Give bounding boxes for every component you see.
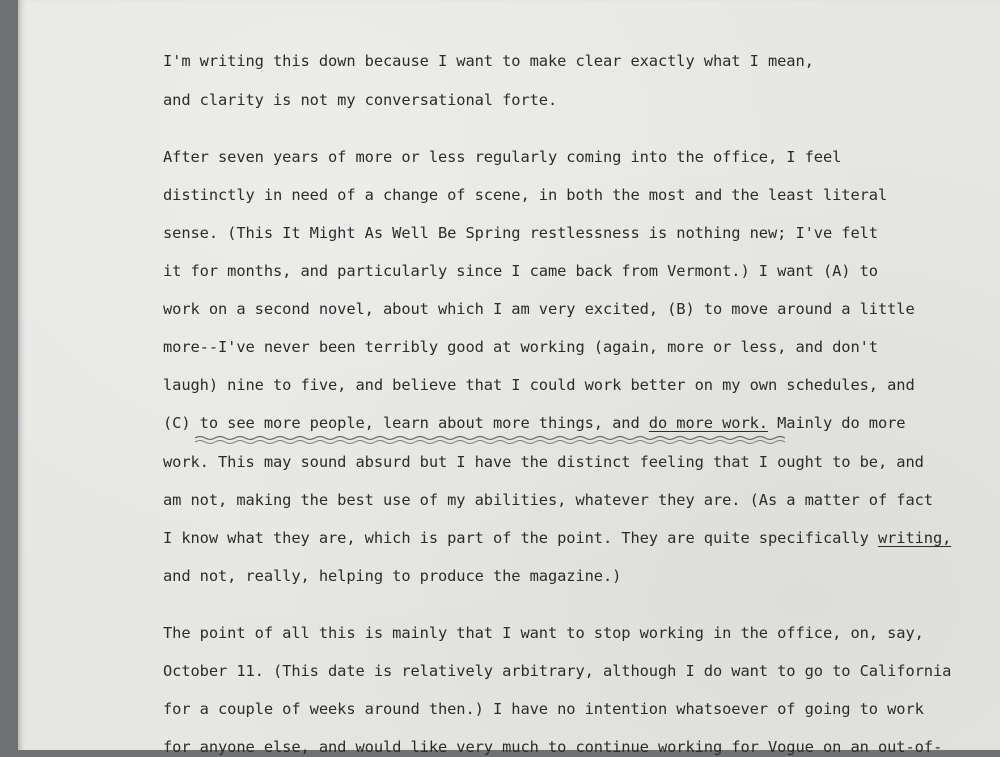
text-line: distinctly in need of a change of scene, in both the most and the least literal [163, 186, 888, 204]
text-line: laugh) nine to five, and believe that I could work better on my own schedules, and [163, 376, 915, 394]
text-line: work on a second novel, about which I am very excited, (B) to move around a little [163, 300, 915, 318]
text-line: work. This may sound absurd but I have the distinct feeling that I ought to be, and [163, 453, 924, 471]
text-line: for a couple of weeks around then.) I have no intention whatsoever of going to work [163, 700, 924, 718]
text-line: After seven years of more or less regularly coming into the office, I feel [163, 148, 842, 166]
typed-letter [163, 0, 952, 756]
text-line: for anyone else, and would like very much to continue working for Vogue on an out-of- [163, 738, 943, 756]
text-line: and not, really, helping to produce the magazine.) [163, 567, 622, 585]
text-line: it for months, and particularly since I came back from Vermont.) I want (A) to [163, 262, 878, 280]
underlined-text: writing, [877, 529, 952, 547]
underlined-text: do more work. [648, 414, 768, 432]
text-line: The point of all this is mainly that I want to stop working in the office, on, say, [163, 624, 924, 642]
text-line [163, 413, 905, 433]
text-segment: I know what they are, which is part of the point. They are quite specifically [163, 529, 878, 547]
text-line: more--I've never been terribly good at working (again, more or less, and don't [163, 338, 878, 356]
text-segment: (C) to see more people, learn about more things, and [163, 414, 649, 432]
text-segment: Mainly do more [767, 414, 906, 432]
text-line: October 11. (This date is relatively arbitrary, although I do want to go to California [163, 662, 952, 680]
text-line: I'm writing this down because I want to make clear exactly what I mean, [163, 52, 814, 70]
text-line: am not, making the best use of my abilities, whatever they are. (As a matter of fact [163, 491, 933, 509]
text-line: and clarity is not my conversational forte. [163, 91, 558, 109]
text-line [163, 528, 951, 548]
text-line: sense. (This It Might As Well Be Spring restlessness is nothing new; I've felt [163, 224, 878, 242]
